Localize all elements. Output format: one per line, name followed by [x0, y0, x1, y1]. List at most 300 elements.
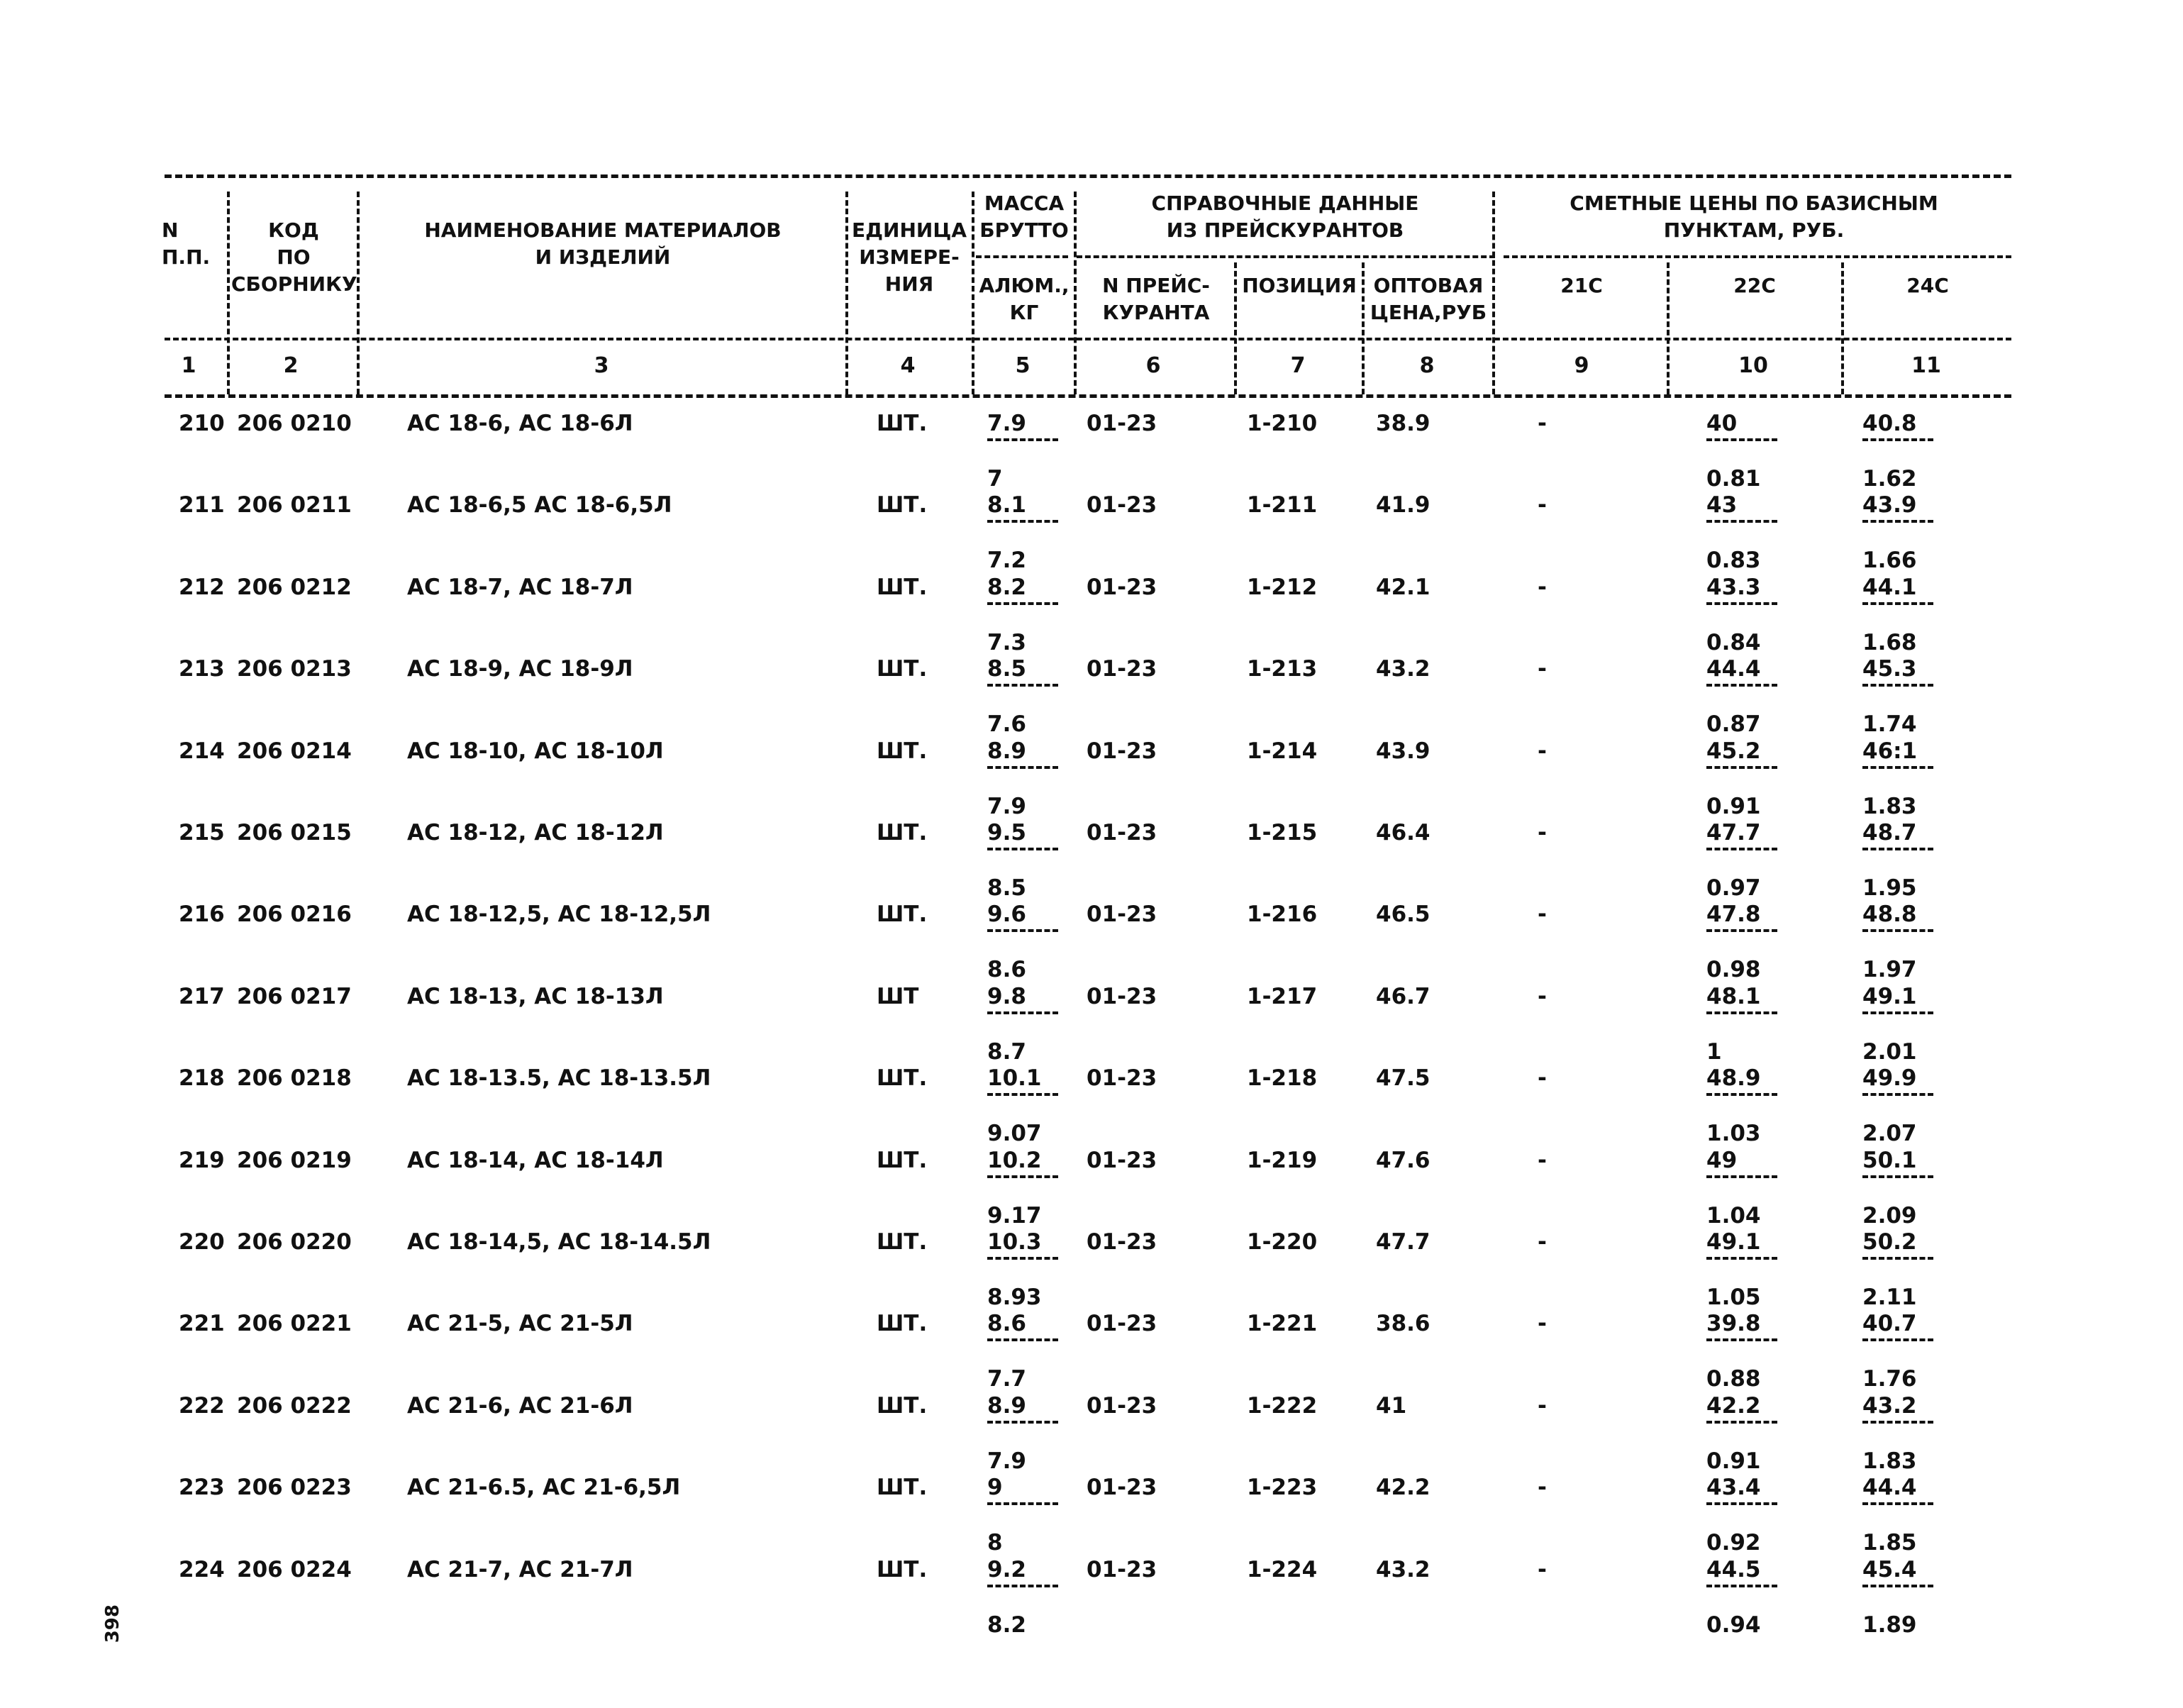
row-price-24c-subvalue: 2.09	[1862, 1203, 1917, 1229]
row-price-22c-value: 43.3	[1706, 575, 1761, 600]
row-price-24c-value: 48.7	[1862, 820, 1917, 845]
row-price-22c-divider	[1706, 848, 1777, 850]
row-number: 221	[179, 1311, 225, 1336]
row-price-22c	[1706, 901, 1806, 983]
row-name: АС 21-5, АС 21-5Л	[407, 1311, 633, 1336]
row-price-24c-divider	[1862, 1257, 1933, 1260]
row-name: АС 21-6, АС 21-6Л	[407, 1393, 633, 1419]
colnum-3: 3	[594, 353, 609, 378]
row-price-22c-divider	[1706, 1502, 1777, 1505]
row-price-22c-divider	[1706, 929, 1777, 932]
row-mass-divider	[987, 929, 1058, 932]
row-price-24c-value: 46:1	[1862, 738, 1918, 764]
row-price-22c	[1706, 574, 1806, 656]
colnum-2: 2	[283, 353, 299, 378]
row-pricelist: 01-23	[1087, 575, 1157, 600]
vrule-1	[227, 192, 230, 394]
row-price-24c-value: 49.9	[1862, 1065, 1917, 1091]
row-price-21c: -	[1538, 1475, 1547, 1500]
colnum-bottom-rule	[165, 394, 2011, 398]
row-price-22c-value: 47.8	[1706, 902, 1761, 927]
row-position: 1-219	[1247, 1148, 1318, 1173]
header-unit: ЕДИНИЦА ИЗМЕРЕ- НИЯ	[851, 218, 967, 296]
row-price-24c-value: 48.8	[1862, 902, 1917, 927]
row-number: 214	[179, 738, 225, 764]
row-price-22c	[1706, 1474, 1806, 1556]
row-number: 215	[179, 820, 225, 845]
row-code: 206 0219	[237, 1148, 352, 1173]
row-mass-value: 9.8	[987, 984, 1026, 1009]
row-price-22c	[1706, 1229, 1806, 1311]
row-mass	[987, 819, 1087, 902]
row-pricelist: 01-23	[1087, 902, 1157, 927]
row-number: 222	[179, 1393, 225, 1419]
table-row	[0, 901, 2183, 983]
row-code: 206 0215	[237, 820, 352, 845]
row-mass-divider	[987, 1175, 1058, 1178]
row-price-24c-value: 40.7	[1862, 1311, 1917, 1336]
row-pricelist: 01-23	[1087, 1229, 1157, 1255]
row-mass-divider	[987, 1011, 1058, 1014]
row-price-24c-divider	[1862, 438, 1933, 441]
row-unit: ШТ.	[877, 1311, 928, 1336]
header-row-number: N П.П.	[162, 218, 211, 269]
row-price-22c-subvalue: 0.92	[1706, 1530, 1761, 1556]
row-mass	[987, 1474, 1087, 1556]
row-mass-divider	[987, 848, 1058, 850]
row-unit: ШТ.	[877, 1148, 928, 1173]
row-price-24c-subvalue: 1.74	[1862, 711, 1917, 737]
row-price-21c: -	[1538, 1148, 1547, 1173]
row-mass	[987, 1065, 1087, 1147]
row-price-22c-subvalue: 1.05	[1706, 1285, 1761, 1310]
row-code: 206 0220	[237, 1229, 352, 1255]
row-price-22c-subvalue: 1.04	[1706, 1203, 1761, 1229]
row-price-22c-subvalue: 0.91	[1706, 1448, 1761, 1474]
row-mass-divider	[987, 1257, 1058, 1260]
table-row	[0, 1229, 2183, 1311]
row-price-22c-value: 49	[1706, 1148, 1738, 1173]
row-unit: ШТ.	[877, 1229, 928, 1255]
row-price-24c-subvalue: 1.97	[1862, 957, 1917, 982]
row-price-22c-value: 44.4	[1706, 656, 1761, 682]
row-mass-subvalue: 8.2	[987, 1612, 1026, 1638]
row-mass-value: 8.1	[987, 492, 1026, 518]
row-mass-value: 8.6	[987, 1311, 1026, 1336]
row-price-22c-value: 40	[1706, 411, 1738, 436]
row-pricelist: 01-23	[1087, 1393, 1157, 1419]
table-row	[0, 1392, 2183, 1475]
colnum-8: 8	[1419, 353, 1435, 378]
row-mass-value: 9	[987, 1475, 1003, 1500]
row-wholesale-price: 47.7	[1376, 1229, 1431, 1255]
row-number: 211	[179, 492, 225, 518]
row-mass-value: 9.6	[987, 902, 1026, 927]
row-code: 206 0211	[237, 492, 352, 518]
row-wholesale-price: 46.7	[1376, 984, 1431, 1009]
vrule-5	[1074, 192, 1077, 394]
row-mass-subvalue: 7	[987, 466, 1003, 492]
row-price-24c-divider	[1862, 848, 1933, 850]
row-name: АС 18-14,5, АС 18-14.5Л	[407, 1229, 711, 1255]
row-price-24c-value: 49.1	[1862, 984, 1917, 1009]
row-price-24c	[1862, 1474, 1962, 1556]
row-mass-value: 9.2	[987, 1557, 1026, 1582]
row-price-24c-value: 45.3	[1862, 656, 1917, 682]
row-price-21c: -	[1538, 575, 1547, 600]
row-price-24c	[1862, 1065, 1962, 1147]
header-price-21c: 21С	[1560, 274, 1603, 297]
row-mass-value: 10.2	[987, 1148, 1042, 1173]
row-position: 1-222	[1247, 1393, 1318, 1419]
row-code: 206 0224	[237, 1557, 352, 1582]
row-wholesale-price: 46.4	[1376, 820, 1431, 845]
row-code: 206 0223	[237, 1475, 352, 1500]
row-price-22c	[1706, 655, 1806, 738]
row-pricelist: 01-23	[1087, 1311, 1157, 1336]
colnum-9: 9	[1574, 353, 1589, 378]
row-mass	[987, 655, 1087, 738]
row-position: 1-215	[1247, 820, 1318, 845]
row-wholesale-price: 38.6	[1376, 1311, 1431, 1336]
row-wholesale-price: 46.5	[1376, 902, 1431, 927]
row-price-24c-value: 44.1	[1862, 575, 1917, 600]
row-wholesale-price: 43.9	[1376, 738, 1431, 764]
table-row	[0, 410, 2183, 492]
row-price-22c-subvalue: 0.87	[1706, 711, 1761, 737]
row-mass-divider	[987, 1585, 1058, 1587]
row-price-24c-divider	[1862, 1338, 1933, 1341]
vrule-8	[1492, 192, 1495, 394]
row-number: 216	[179, 902, 225, 927]
row-pricelist: 01-23	[1087, 738, 1157, 764]
row-price-24c-value: 50.1	[1862, 1148, 1917, 1173]
row-code: 206 0221	[237, 1311, 352, 1336]
row-price-24c-value: 50.2	[1862, 1229, 1917, 1255]
row-code: 206 0222	[237, 1393, 352, 1419]
header-position: ПОЗИЦИЯ	[1242, 274, 1357, 297]
row-price-21c: -	[1538, 1311, 1547, 1336]
row-number: 224	[179, 1557, 225, 1582]
row-price-22c-divider	[1706, 766, 1777, 769]
row-price-22c-value: 43.4	[1706, 1475, 1761, 1500]
row-price-21c: -	[1538, 820, 1547, 845]
row-price-21c: -	[1538, 902, 1547, 927]
row-unit: ШТ.	[877, 820, 928, 845]
row-wholesale-price: 41	[1376, 1393, 1407, 1419]
row-pricelist: 01-23	[1087, 820, 1157, 845]
row-price-22c-value: 48.1	[1706, 984, 1761, 1009]
row-number: 217	[179, 984, 225, 1009]
row-unit: ШТ.	[877, 411, 928, 436]
row-price-24c	[1862, 738, 1962, 820]
row-position: 1-216	[1247, 902, 1318, 927]
row-code: 206 0217	[237, 984, 352, 1009]
row-price-22c-divider	[1706, 1338, 1777, 1341]
row-price-24c-divider	[1862, 520, 1933, 523]
row-code: 206 0210	[237, 411, 352, 436]
row-pricelist: 01-23	[1087, 1148, 1157, 1173]
row-price-21c: -	[1538, 1065, 1547, 1091]
row-mass-subvalue: 8.7	[987, 1039, 1026, 1065]
row-unit: ШТ.	[877, 575, 928, 600]
row-position: 1-212	[1247, 575, 1318, 600]
row-name: АС 21-6.5, АС 21-6,5Л	[407, 1475, 681, 1500]
row-position: 1-224	[1247, 1557, 1318, 1582]
header-name: НАИМЕНОВАНИЕ МАТЕРИАЛОВ И ИЗДЕЛИЙ	[424, 218, 782, 269]
row-mass	[987, 738, 1087, 820]
row-unit: ШТ	[877, 984, 919, 1009]
table-row	[0, 983, 2183, 1065]
row-price-21c: -	[1538, 984, 1547, 1009]
row-mass-subvalue: 9.07	[987, 1121, 1042, 1146]
row-price-24c-value: 44.4	[1862, 1475, 1917, 1500]
row-price-24c-divider	[1862, 684, 1933, 687]
row-unit: ШТ.	[877, 1475, 928, 1500]
row-price-22c-divider	[1706, 520, 1777, 523]
table-row	[0, 492, 2183, 574]
row-price-24c-divider	[1862, 1585, 1933, 1587]
row-price-24c-divider	[1862, 602, 1933, 605]
header-mass-aluminium: АЛЮМ., КГ	[979, 274, 1070, 324]
row-price-24c	[1862, 983, 1962, 1065]
row-mass	[987, 983, 1087, 1065]
row-code: 206 0214	[237, 738, 352, 764]
row-mass-value: 8.5	[987, 656, 1026, 682]
row-mass-value: 10.1	[987, 1065, 1042, 1091]
row-price-24c-subvalue: 1.83	[1862, 794, 1917, 819]
table-top-rule	[165, 174, 2011, 178]
row-unit: ШТ.	[877, 902, 928, 927]
row-mass-value: 10.3	[987, 1229, 1042, 1255]
row-price-22c	[1706, 1392, 1806, 1475]
row-mass	[987, 492, 1087, 574]
row-price-22c-divider	[1706, 1175, 1777, 1178]
row-price-21c: -	[1538, 411, 1547, 436]
row-mass-divider	[987, 1093, 1058, 1096]
row-name: АС 18-12,5, АС 18-12,5Л	[407, 902, 711, 927]
row-price-24c-subvalue: 2.07	[1862, 1121, 1917, 1146]
header-pricelist-number: N ПРЕЙС- КУРАНТА	[1102, 274, 1210, 324]
vrule-2	[357, 192, 360, 394]
header-price-24c: 24С	[1906, 274, 1949, 297]
row-position: 1-217	[1247, 984, 1318, 1009]
row-price-22c	[1706, 1147, 1806, 1229]
colnum-6: 6	[1145, 353, 1161, 378]
row-price-22c-divider	[1706, 438, 1777, 441]
row-price-22c-subvalue: 0.94	[1706, 1612, 1761, 1638]
row-unit: ШТ.	[877, 1557, 928, 1582]
row-position: 1-210	[1247, 411, 1318, 436]
row-price-22c	[1706, 738, 1806, 820]
row-number: 212	[179, 575, 225, 600]
row-price-24c-subvalue: 1.76	[1862, 1366, 1917, 1392]
row-price-24c	[1862, 901, 1962, 983]
row-price-24c-subvalue: 2.01	[1862, 1039, 1917, 1065]
row-price-22c	[1706, 1065, 1806, 1147]
header-estimate-prices-group: СМЕТНЫЕ ЦЕНЫ ПО БАЗИСНЫМ ПУНКТАМ, РУБ.	[1570, 192, 1938, 242]
row-price-24c-divider	[1862, 1093, 1933, 1096]
row-price-22c-value: 44.5	[1706, 1557, 1761, 1582]
row-price-24c	[1862, 410, 1962, 492]
row-mass-divider	[987, 520, 1058, 523]
row-price-24c-divider	[1862, 1175, 1933, 1178]
row-price-22c	[1706, 1556, 1806, 1638]
row-pricelist: 01-23	[1087, 1557, 1157, 1582]
colnum-5: 5	[1015, 353, 1031, 378]
row-price-24c-subvalue: 1.85	[1862, 1530, 1917, 1556]
row-mass	[987, 1310, 1087, 1392]
row-position: 1-218	[1247, 1065, 1318, 1091]
row-price-21c: -	[1538, 656, 1547, 682]
row-price-21c: -	[1538, 1557, 1547, 1582]
row-price-22c-subvalue: 0.88	[1706, 1366, 1761, 1392]
row-position: 1-211	[1247, 492, 1318, 518]
row-name: АС 18-12, АС 18-12Л	[407, 820, 664, 845]
row-price-24c-subvalue: 1.62	[1862, 466, 1917, 492]
row-number: 218	[179, 1065, 225, 1091]
row-pricelist: 01-23	[1087, 656, 1157, 682]
row-code: 206 0213	[237, 656, 352, 682]
row-mass-divider	[987, 766, 1058, 769]
row-price-22c-subvalue: 0.98	[1706, 957, 1761, 982]
row-price-22c	[1706, 819, 1806, 902]
table-row	[0, 738, 2183, 820]
header-wholesale-price: ОПТОВАЯ ЦЕНА,РУБ	[1370, 274, 1487, 324]
row-price-24c-divider	[1862, 1421, 1933, 1424]
row-wholesale-price: 41.9	[1376, 492, 1431, 518]
row-price-22c	[1706, 1310, 1806, 1392]
row-mass-subvalue: 7.7	[987, 1366, 1026, 1392]
row-price-24c-value: 43.9	[1862, 492, 1917, 518]
row-wholesale-price: 47.5	[1376, 1065, 1431, 1091]
row-name: АС 18-14, АС 18-14Л	[407, 1148, 664, 1173]
row-price-24c-value: 40.8	[1862, 411, 1917, 436]
row-price-22c-divider	[1706, 1421, 1777, 1424]
prices-group-rule	[1504, 255, 2011, 258]
row-price-24c-divider	[1862, 1502, 1933, 1505]
row-mass-divider	[987, 684, 1058, 687]
row-wholesale-price: 43.2	[1376, 1557, 1431, 1582]
row-unit: ШТ.	[877, 1065, 928, 1091]
row-mass	[987, 901, 1087, 983]
row-price-22c-divider	[1706, 1093, 1777, 1096]
header-reference-group: СПРАВОЧНЫЕ ДАННЫЕ ИЗ ПРЕЙСКУРАНТОВ	[1151, 192, 1419, 242]
colnum-1: 1	[181, 353, 196, 378]
row-name: АС 18-10, АС 18-10Л	[407, 738, 664, 764]
table-row	[0, 655, 2183, 738]
row-price-22c-divider	[1706, 1257, 1777, 1260]
row-price-22c-subvalue: 1.03	[1706, 1121, 1761, 1146]
row-mass-value: 8.9	[987, 738, 1026, 764]
row-name: АС 18-6, АС 18-6Л	[407, 411, 633, 436]
row-price-22c	[1706, 492, 1806, 574]
row-price-22c-value: 47.7	[1706, 820, 1761, 845]
colnum-10: 10	[1738, 353, 1768, 378]
row-price-21c: -	[1538, 738, 1547, 764]
row-price-22c-subvalue: 0.83	[1706, 548, 1761, 573]
row-mass	[987, 574, 1087, 656]
row-mass-value: 7.9	[987, 411, 1026, 436]
row-price-24c-subvalue: 1.83	[1862, 1448, 1917, 1474]
row-price-22c-subvalue: 0.91	[1706, 794, 1761, 819]
row-price-24c	[1862, 574, 1962, 656]
row-mass-subvalue: 8	[987, 1530, 1003, 1556]
row-pricelist: 01-23	[1087, 984, 1157, 1009]
row-price-22c-divider	[1706, 602, 1777, 605]
row-price-24c-subvalue: 2.11	[1862, 1285, 1917, 1310]
row-mass-subvalue: 8.6	[987, 957, 1026, 982]
header-mass: МАССА БРУТТО	[979, 192, 1069, 242]
row-wholesale-price: 42.1	[1376, 575, 1431, 600]
row-price-24c-divider	[1862, 766, 1933, 769]
header-code: КОД ПО СБОРНИКУ	[231, 218, 357, 296]
row-unit: ШТ.	[877, 1393, 928, 1419]
row-name: АС 18-7, АС 18-7Л	[407, 575, 633, 600]
row-pricelist: 01-23	[1087, 1065, 1157, 1091]
row-price-22c-value: 45.2	[1706, 738, 1761, 764]
row-price-22c-value: 39.8	[1706, 1311, 1761, 1336]
row-mass-divider	[987, 1421, 1058, 1424]
row-price-24c-subvalue: 1.95	[1862, 875, 1917, 901]
row-mass-subvalue: 7.2	[987, 548, 1026, 573]
row-code: 206 0212	[237, 575, 352, 600]
ref-group-rule	[1077, 255, 1495, 258]
row-price-24c-subvalue: 1.68	[1862, 630, 1917, 655]
colnum-11: 11	[1911, 353, 1941, 378]
row-mass-value: 9.5	[987, 820, 1026, 845]
row-number: 220	[179, 1229, 225, 1255]
row-price-21c: -	[1538, 492, 1547, 518]
row-pricelist: 01-23	[1087, 492, 1157, 518]
row-mass-subvalue: 7.9	[987, 794, 1026, 819]
row-name: АС 18-13, АС 18-13Л	[407, 984, 664, 1009]
row-price-22c	[1706, 983, 1806, 1065]
row-number: 210	[179, 411, 225, 436]
table-row	[0, 1474, 2183, 1556]
row-price-22c-value: 43	[1706, 492, 1738, 518]
row-code: 206 0218	[237, 1065, 352, 1091]
row-mass-divider	[987, 438, 1058, 441]
header-bottom-rule	[165, 338, 2011, 340]
row-mass	[987, 1392, 1087, 1475]
row-position: 1-221	[1247, 1311, 1318, 1336]
row-unit: ШТ.	[877, 492, 928, 518]
row-price-24c	[1862, 492, 1962, 574]
row-mass-subvalue: 9.17	[987, 1203, 1042, 1229]
row-mass	[987, 1229, 1087, 1311]
row-wholesale-price: 38.9	[1376, 411, 1431, 436]
row-price-22c-subvalue: 0.84	[1706, 630, 1761, 655]
row-price-24c-value: 45.4	[1862, 1557, 1917, 1582]
row-unit: ШТ.	[877, 656, 928, 682]
row-number: 223	[179, 1475, 225, 1500]
row-price-24c	[1862, 1556, 1962, 1638]
row-mass-subvalue: 8.93	[987, 1285, 1042, 1310]
row-price-24c	[1862, 1310, 1962, 1392]
table-row	[0, 574, 2183, 656]
row-price-22c-divider	[1706, 684, 1777, 687]
row-code: 206 0216	[237, 902, 352, 927]
row-price-24c	[1862, 1147, 1962, 1229]
row-price-22c-value: 49.1	[1706, 1229, 1761, 1255]
mass-divider	[976, 255, 1068, 258]
row-price-24c-divider	[1862, 1011, 1933, 1014]
row-name: АС 18-13.5, АС 18-13.5Л	[407, 1065, 711, 1091]
row-mass-subvalue: 8.5	[987, 875, 1026, 901]
row-mass-value: 8.9	[987, 1393, 1026, 1419]
row-price-24c	[1862, 1392, 1962, 1475]
